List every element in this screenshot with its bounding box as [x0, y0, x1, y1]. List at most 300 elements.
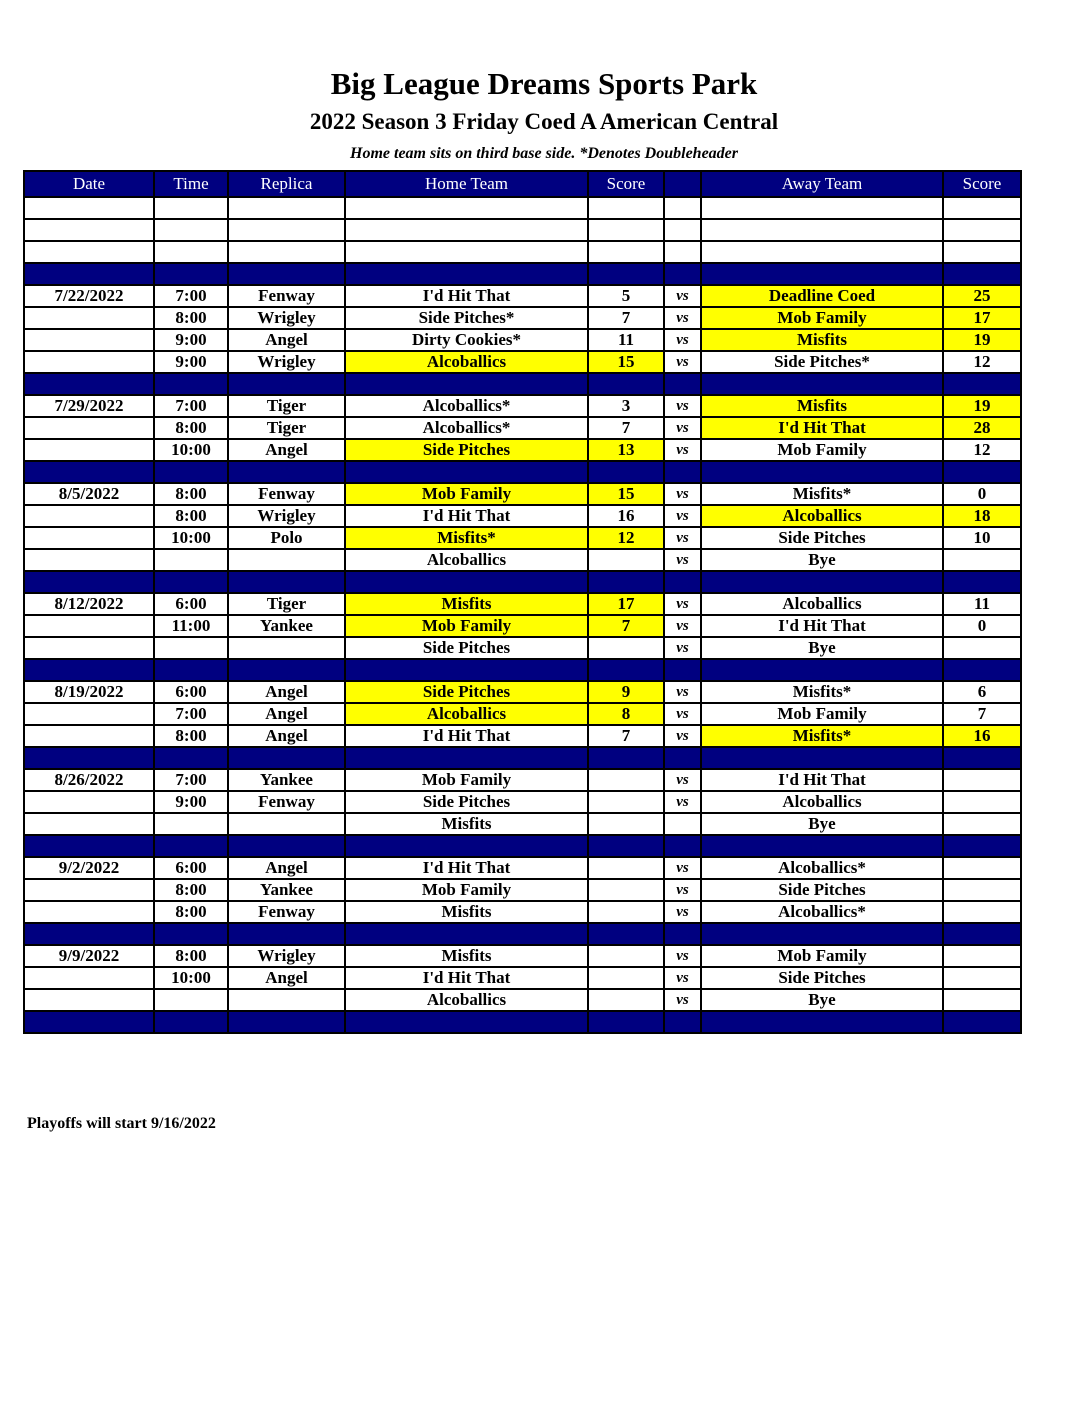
col-header-away-score: Score — [943, 171, 1021, 197]
cell-home-team — [345, 461, 588, 483]
cell-vs — [664, 373, 701, 395]
cell-away-team — [701, 373, 943, 395]
cell-vs: vs — [664, 681, 701, 703]
cell-away-score: 12 — [943, 351, 1021, 373]
cell-replica: Angel — [228, 329, 345, 351]
cell-replica: Angel — [228, 681, 345, 703]
schedule-body — [24, 197, 1021, 1033]
cell-vs — [664, 813, 701, 835]
cell-date: 9/2/2022 — [24, 857, 154, 879]
cell-away-team: I'd Hit That — [701, 615, 943, 637]
cell-away-score — [943, 747, 1021, 769]
cell-away-team — [701, 571, 943, 593]
cell-home-score — [588, 813, 664, 835]
cell-home-team — [345, 835, 588, 857]
cell-away-score — [943, 769, 1021, 791]
cell-away-team: Alcoballics — [701, 505, 943, 527]
cell-time: 10:00 — [154, 439, 228, 461]
cell-vs: vs — [664, 725, 701, 747]
cell-home-team — [345, 571, 588, 593]
cell-home-score — [588, 835, 664, 857]
cell-away-score — [943, 549, 1021, 571]
cell-home-score — [588, 1011, 664, 1033]
cell-time: 8:00 — [154, 725, 228, 747]
game-row — [24, 615, 1021, 637]
cell-away-team: Misfits* — [701, 483, 943, 505]
cell-away-team — [701, 923, 943, 945]
cell-replica — [228, 373, 345, 395]
cell-date — [24, 703, 154, 725]
cell-date — [24, 329, 154, 351]
game-row — [24, 637, 1021, 659]
cell-vs — [664, 571, 701, 593]
cell-time: 9:00 — [154, 329, 228, 351]
week-separator-row — [24, 747, 1021, 769]
page-title: Big League Dreams Sports Park — [330, 66, 758, 101]
cell-home-team: I'd Hit That — [345, 857, 588, 879]
cell-time — [154, 923, 228, 945]
game-row — [24, 901, 1021, 923]
cell-away-score — [943, 945, 1021, 967]
cell-time: 11:00 — [154, 615, 228, 637]
game-row — [24, 505, 1021, 527]
cell-date — [24, 989, 154, 1011]
game-row — [24, 879, 1021, 901]
cell-date — [24, 725, 154, 747]
cell-home-score: 5 — [588, 285, 664, 307]
cell-away-score: 12 — [943, 439, 1021, 461]
cell-time: 7:00 — [154, 703, 228, 725]
game-row — [24, 527, 1021, 549]
cell-home-score: 7 — [588, 307, 664, 329]
game-row — [24, 285, 1021, 307]
cell-time: 8:00 — [154, 417, 228, 439]
cell-time — [154, 197, 228, 219]
cell-date — [24, 527, 154, 549]
cell-home-score — [588, 923, 664, 945]
cell-time: 6:00 — [154, 857, 228, 879]
cell-date: 7/22/2022 — [24, 285, 154, 307]
game-row — [24, 329, 1021, 351]
cell-vs — [664, 219, 701, 241]
cell-home-team — [345, 373, 588, 395]
cell-replica: Yankee — [228, 769, 345, 791]
cell-vs: vs — [664, 769, 701, 791]
cell-replica: Fenway — [228, 483, 345, 505]
cell-away-team: Alcoballics — [701, 593, 943, 615]
cell-vs — [664, 197, 701, 219]
cell-away-score: 11 — [943, 593, 1021, 615]
cell-time: 8:00 — [154, 307, 228, 329]
cell-home-team: Mob Family — [345, 615, 588, 637]
cell-home-team: Alcoballics — [345, 549, 588, 571]
cell-time: 7:00 — [154, 395, 228, 417]
cell-away-team — [701, 197, 943, 219]
cell-time: 6:00 — [154, 681, 228, 703]
game-row — [24, 681, 1021, 703]
cell-home-score: 7 — [588, 417, 664, 439]
cell-time — [154, 989, 228, 1011]
cell-away-team: Bye — [701, 989, 943, 1011]
cell-date — [24, 373, 154, 395]
cell-replica: Wrigley — [228, 307, 345, 329]
cell-home-team: Misfits — [345, 901, 588, 923]
cell-away-team: Bye — [701, 813, 943, 835]
cell-date — [24, 901, 154, 923]
cell-vs — [664, 659, 701, 681]
cell-replica — [228, 571, 345, 593]
cell-date — [24, 967, 154, 989]
cell-away-team — [701, 747, 943, 769]
cell-home-score — [588, 879, 664, 901]
cell-vs: vs — [664, 879, 701, 901]
cell-away-team — [701, 461, 943, 483]
cell-date: 8/12/2022 — [24, 593, 154, 615]
cell-replica: Angel — [228, 703, 345, 725]
cell-home-team: Alcoballics* — [345, 417, 588, 439]
cell-date — [24, 263, 154, 285]
cell-home-team: Side Pitches — [345, 637, 588, 659]
cell-away-score — [943, 571, 1021, 593]
cell-replica: Wrigley — [228, 505, 345, 527]
col-header-home-team: Home Team — [345, 171, 588, 197]
cell-replica: Wrigley — [228, 945, 345, 967]
cell-away-team — [701, 659, 943, 681]
game-row — [24, 307, 1021, 329]
cell-time: 10:00 — [154, 967, 228, 989]
cell-home-score — [588, 241, 664, 263]
cell-time — [154, 461, 228, 483]
cell-vs — [664, 1011, 701, 1033]
cell-date — [24, 659, 154, 681]
cell-home-score: 3 — [588, 395, 664, 417]
cell-home-team: I'd Hit That — [345, 285, 588, 307]
cell-away-score — [943, 857, 1021, 879]
game-row — [24, 395, 1021, 417]
game-row — [24, 703, 1021, 725]
cell-away-team: Misfits* — [701, 681, 943, 703]
cell-time — [154, 219, 228, 241]
cell-vs — [664, 241, 701, 263]
col-header-replica: Replica — [228, 171, 345, 197]
empty-row — [24, 197, 1021, 219]
cell-away-score — [943, 835, 1021, 857]
cell-date — [24, 461, 154, 483]
cell-home-team: Mob Family — [345, 879, 588, 901]
cell-replica — [228, 659, 345, 681]
cell-home-score — [588, 791, 664, 813]
cell-vs: vs — [664, 505, 701, 527]
cell-vs — [664, 923, 701, 945]
cell-replica — [228, 549, 345, 571]
cell-time: 7:00 — [154, 285, 228, 307]
cell-away-score — [943, 923, 1021, 945]
cell-time — [154, 1011, 228, 1033]
cell-home-score: 7 — [588, 725, 664, 747]
cell-replica: Tiger — [228, 593, 345, 615]
cell-away-score: 0 — [943, 483, 1021, 505]
cell-home-team — [345, 241, 588, 263]
col-header-home-score: Score — [588, 171, 664, 197]
schedule-table — [23, 170, 1022, 1034]
col-header-date: Date — [24, 171, 154, 197]
cell-home-team — [345, 659, 588, 681]
cell-home-score — [588, 747, 664, 769]
cell-replica — [228, 197, 345, 219]
cell-home-score — [588, 197, 664, 219]
col-header-vs — [664, 171, 701, 197]
cell-home-team: Alcoballics* — [345, 395, 588, 417]
cell-home-score — [588, 857, 664, 879]
cell-date — [24, 813, 154, 835]
cell-away-team — [701, 241, 943, 263]
cell-vs: vs — [664, 285, 701, 307]
cell-away-score — [943, 1011, 1021, 1033]
cell-away-score: 17 — [943, 307, 1021, 329]
cell-away-score: 0 — [943, 615, 1021, 637]
week-separator-row — [24, 923, 1021, 945]
cell-away-team: Bye — [701, 549, 943, 571]
cell-home-score: 15 — [588, 351, 664, 373]
cell-replica: Fenway — [228, 791, 345, 813]
cell-replica: Angel — [228, 857, 345, 879]
cell-away-team — [701, 219, 943, 241]
game-row — [24, 857, 1021, 879]
cell-date: 8/5/2022 — [24, 483, 154, 505]
cell-replica — [228, 241, 345, 263]
cell-away-score — [943, 241, 1021, 263]
cell-home-team — [345, 219, 588, 241]
cell-home-team: Alcoballics — [345, 989, 588, 1011]
cell-vs: vs — [664, 967, 701, 989]
cell-home-score — [588, 461, 664, 483]
cell-home-score — [588, 769, 664, 791]
cell-vs — [664, 747, 701, 769]
cell-away-score: 28 — [943, 417, 1021, 439]
col-header-away-team: Away Team — [701, 171, 943, 197]
cell-home-score — [588, 967, 664, 989]
cell-replica — [228, 1011, 345, 1033]
cell-vs — [664, 263, 701, 285]
cell-vs: vs — [664, 615, 701, 637]
week-separator-row — [24, 835, 1021, 857]
cell-away-team: Mob Family — [701, 439, 943, 461]
cell-vs: vs — [664, 593, 701, 615]
cell-home-team: I'd Hit That — [345, 725, 588, 747]
cell-home-team: Misfits* — [345, 527, 588, 549]
cell-vs: vs — [664, 329, 701, 351]
cell-away-team — [701, 263, 943, 285]
cell-home-team: Dirty Cookies* — [345, 329, 588, 351]
cell-date — [24, 549, 154, 571]
cell-date — [24, 637, 154, 659]
cell-replica — [228, 219, 345, 241]
cell-date — [24, 417, 154, 439]
game-row — [24, 351, 1021, 373]
cell-away-team: Side Pitches — [701, 527, 943, 549]
cell-vs: vs — [664, 637, 701, 659]
cell-vs: vs — [664, 549, 701, 571]
cell-time — [154, 637, 228, 659]
week-separator-row — [24, 659, 1021, 681]
cell-away-score — [943, 219, 1021, 241]
cell-home-team: Misfits — [345, 813, 588, 835]
cell-home-team: Misfits — [345, 593, 588, 615]
cell-away-score — [943, 879, 1021, 901]
cell-away-team: Misfits* — [701, 725, 943, 747]
cell-home-score — [588, 219, 664, 241]
cell-home-team: Mob Family — [345, 769, 588, 791]
cell-time: 8:00 — [154, 505, 228, 527]
cell-home-score: 13 — [588, 439, 664, 461]
cell-replica: Angel — [228, 967, 345, 989]
cell-date — [24, 615, 154, 637]
cell-away-score — [943, 989, 1021, 1011]
cell-home-score: 7 — [588, 615, 664, 637]
cell-home-score: 9 — [588, 681, 664, 703]
cell-away-score — [943, 813, 1021, 835]
cell-home-score — [588, 571, 664, 593]
cell-vs: vs — [664, 483, 701, 505]
cell-away-team: Deadline Coed — [701, 285, 943, 307]
cell-home-score — [588, 901, 664, 923]
cell-away-team: Alcoballics — [701, 791, 943, 813]
cell-home-team: I'd Hit That — [345, 967, 588, 989]
cell-home-team: Side Pitches — [345, 681, 588, 703]
cell-away-team: Bye — [701, 637, 943, 659]
col-header-time: Time — [154, 171, 228, 197]
cell-home-team: Side Pitches — [345, 439, 588, 461]
cell-time — [154, 813, 228, 835]
cell-replica: Polo — [228, 527, 345, 549]
game-row — [24, 593, 1021, 615]
cell-date — [24, 1011, 154, 1033]
cell-date: 9/9/2022 — [24, 945, 154, 967]
cell-home-score — [588, 637, 664, 659]
cell-time: 9:00 — [154, 351, 228, 373]
cell-away-score: 19 — [943, 329, 1021, 351]
cell-home-team — [345, 263, 588, 285]
cell-date — [24, 835, 154, 857]
cell-home-team: Misfits — [345, 945, 588, 967]
cell-date — [24, 439, 154, 461]
cell-date: 8/19/2022 — [24, 681, 154, 703]
cell-home-team: Mob Family — [345, 483, 588, 505]
cell-vs — [664, 835, 701, 857]
cell-date — [24, 307, 154, 329]
header-row — [24, 171, 1021, 197]
cell-replica: Yankee — [228, 879, 345, 901]
cell-away-score — [943, 659, 1021, 681]
cell-time — [154, 549, 228, 571]
cell-vs: vs — [664, 989, 701, 1011]
cell-time: 10:00 — [154, 527, 228, 549]
cell-time: 8:00 — [154, 901, 228, 923]
cell-date — [24, 923, 154, 945]
week-separator-row — [24, 1011, 1021, 1033]
cell-away-score: 19 — [943, 395, 1021, 417]
page-subtitle: 2022 Season 3 Friday Coed A American Central — [309, 109, 779, 134]
cell-home-score: 17 — [588, 593, 664, 615]
week-separator-row — [24, 373, 1021, 395]
cell-date — [24, 241, 154, 263]
week-separator-row — [24, 461, 1021, 483]
week-separator-row — [24, 263, 1021, 285]
cell-vs: vs — [664, 857, 701, 879]
cell-time — [154, 747, 228, 769]
empty-row — [24, 219, 1021, 241]
cell-vs — [664, 461, 701, 483]
cell-vs: vs — [664, 791, 701, 813]
cell-time — [154, 571, 228, 593]
schedule-note: Home team sits on third base side. *Denotes Doubleheader — [350, 145, 738, 162]
cell-home-team — [345, 923, 588, 945]
cell-time: 8:00 — [154, 945, 228, 967]
cell-replica: Angel — [228, 439, 345, 461]
game-row — [24, 791, 1021, 813]
cell-away-score — [943, 461, 1021, 483]
cell-away-score — [943, 373, 1021, 395]
cell-replica — [228, 263, 345, 285]
cell-replica — [228, 835, 345, 857]
cell-away-team: Mob Family — [701, 307, 943, 329]
cell-replica — [228, 989, 345, 1011]
cell-date — [24, 571, 154, 593]
cell-vs: vs — [664, 901, 701, 923]
cell-time: 8:00 — [154, 879, 228, 901]
cell-away-team: Misfits — [701, 395, 943, 417]
cell-home-score — [588, 373, 664, 395]
cell-away-team: Side Pitches — [701, 967, 943, 989]
game-row — [24, 967, 1021, 989]
cell-date: 7/29/2022 — [24, 395, 154, 417]
cell-replica: Tiger — [228, 417, 345, 439]
cell-time: 9:00 — [154, 791, 228, 813]
cell-vs: vs — [664, 307, 701, 329]
cell-away-score: 7 — [943, 703, 1021, 725]
cell-away-score — [943, 901, 1021, 923]
game-row — [24, 549, 1021, 571]
cell-away-team: Side Pitches — [701, 879, 943, 901]
cell-home-score — [588, 263, 664, 285]
cell-away-score — [943, 637, 1021, 659]
cell-replica: Tiger — [228, 395, 345, 417]
cell-home-team: Side Pitches* — [345, 307, 588, 329]
cell-away-score: 25 — [943, 285, 1021, 307]
game-row — [24, 945, 1021, 967]
cell-home-team: I'd Hit That — [345, 505, 588, 527]
cell-away-team — [701, 1011, 943, 1033]
week-separator-row — [24, 571, 1021, 593]
cell-away-team: Misfits — [701, 329, 943, 351]
cell-date — [24, 791, 154, 813]
cell-home-team — [345, 747, 588, 769]
cell-home-score — [588, 989, 664, 1011]
cell-home-score: 12 — [588, 527, 664, 549]
cell-vs: vs — [664, 395, 701, 417]
cell-away-team: Side Pitches* — [701, 351, 943, 373]
cell-replica — [228, 813, 345, 835]
cell-away-score: 10 — [943, 527, 1021, 549]
cell-replica — [228, 461, 345, 483]
cell-home-team: Side Pitches — [345, 791, 588, 813]
cell-home-team — [345, 197, 588, 219]
cell-away-score: 6 — [943, 681, 1021, 703]
cell-away-team: I'd Hit That — [701, 417, 943, 439]
cell-away-score — [943, 791, 1021, 813]
cell-home-team — [345, 1011, 588, 1033]
cell-date — [24, 351, 154, 373]
